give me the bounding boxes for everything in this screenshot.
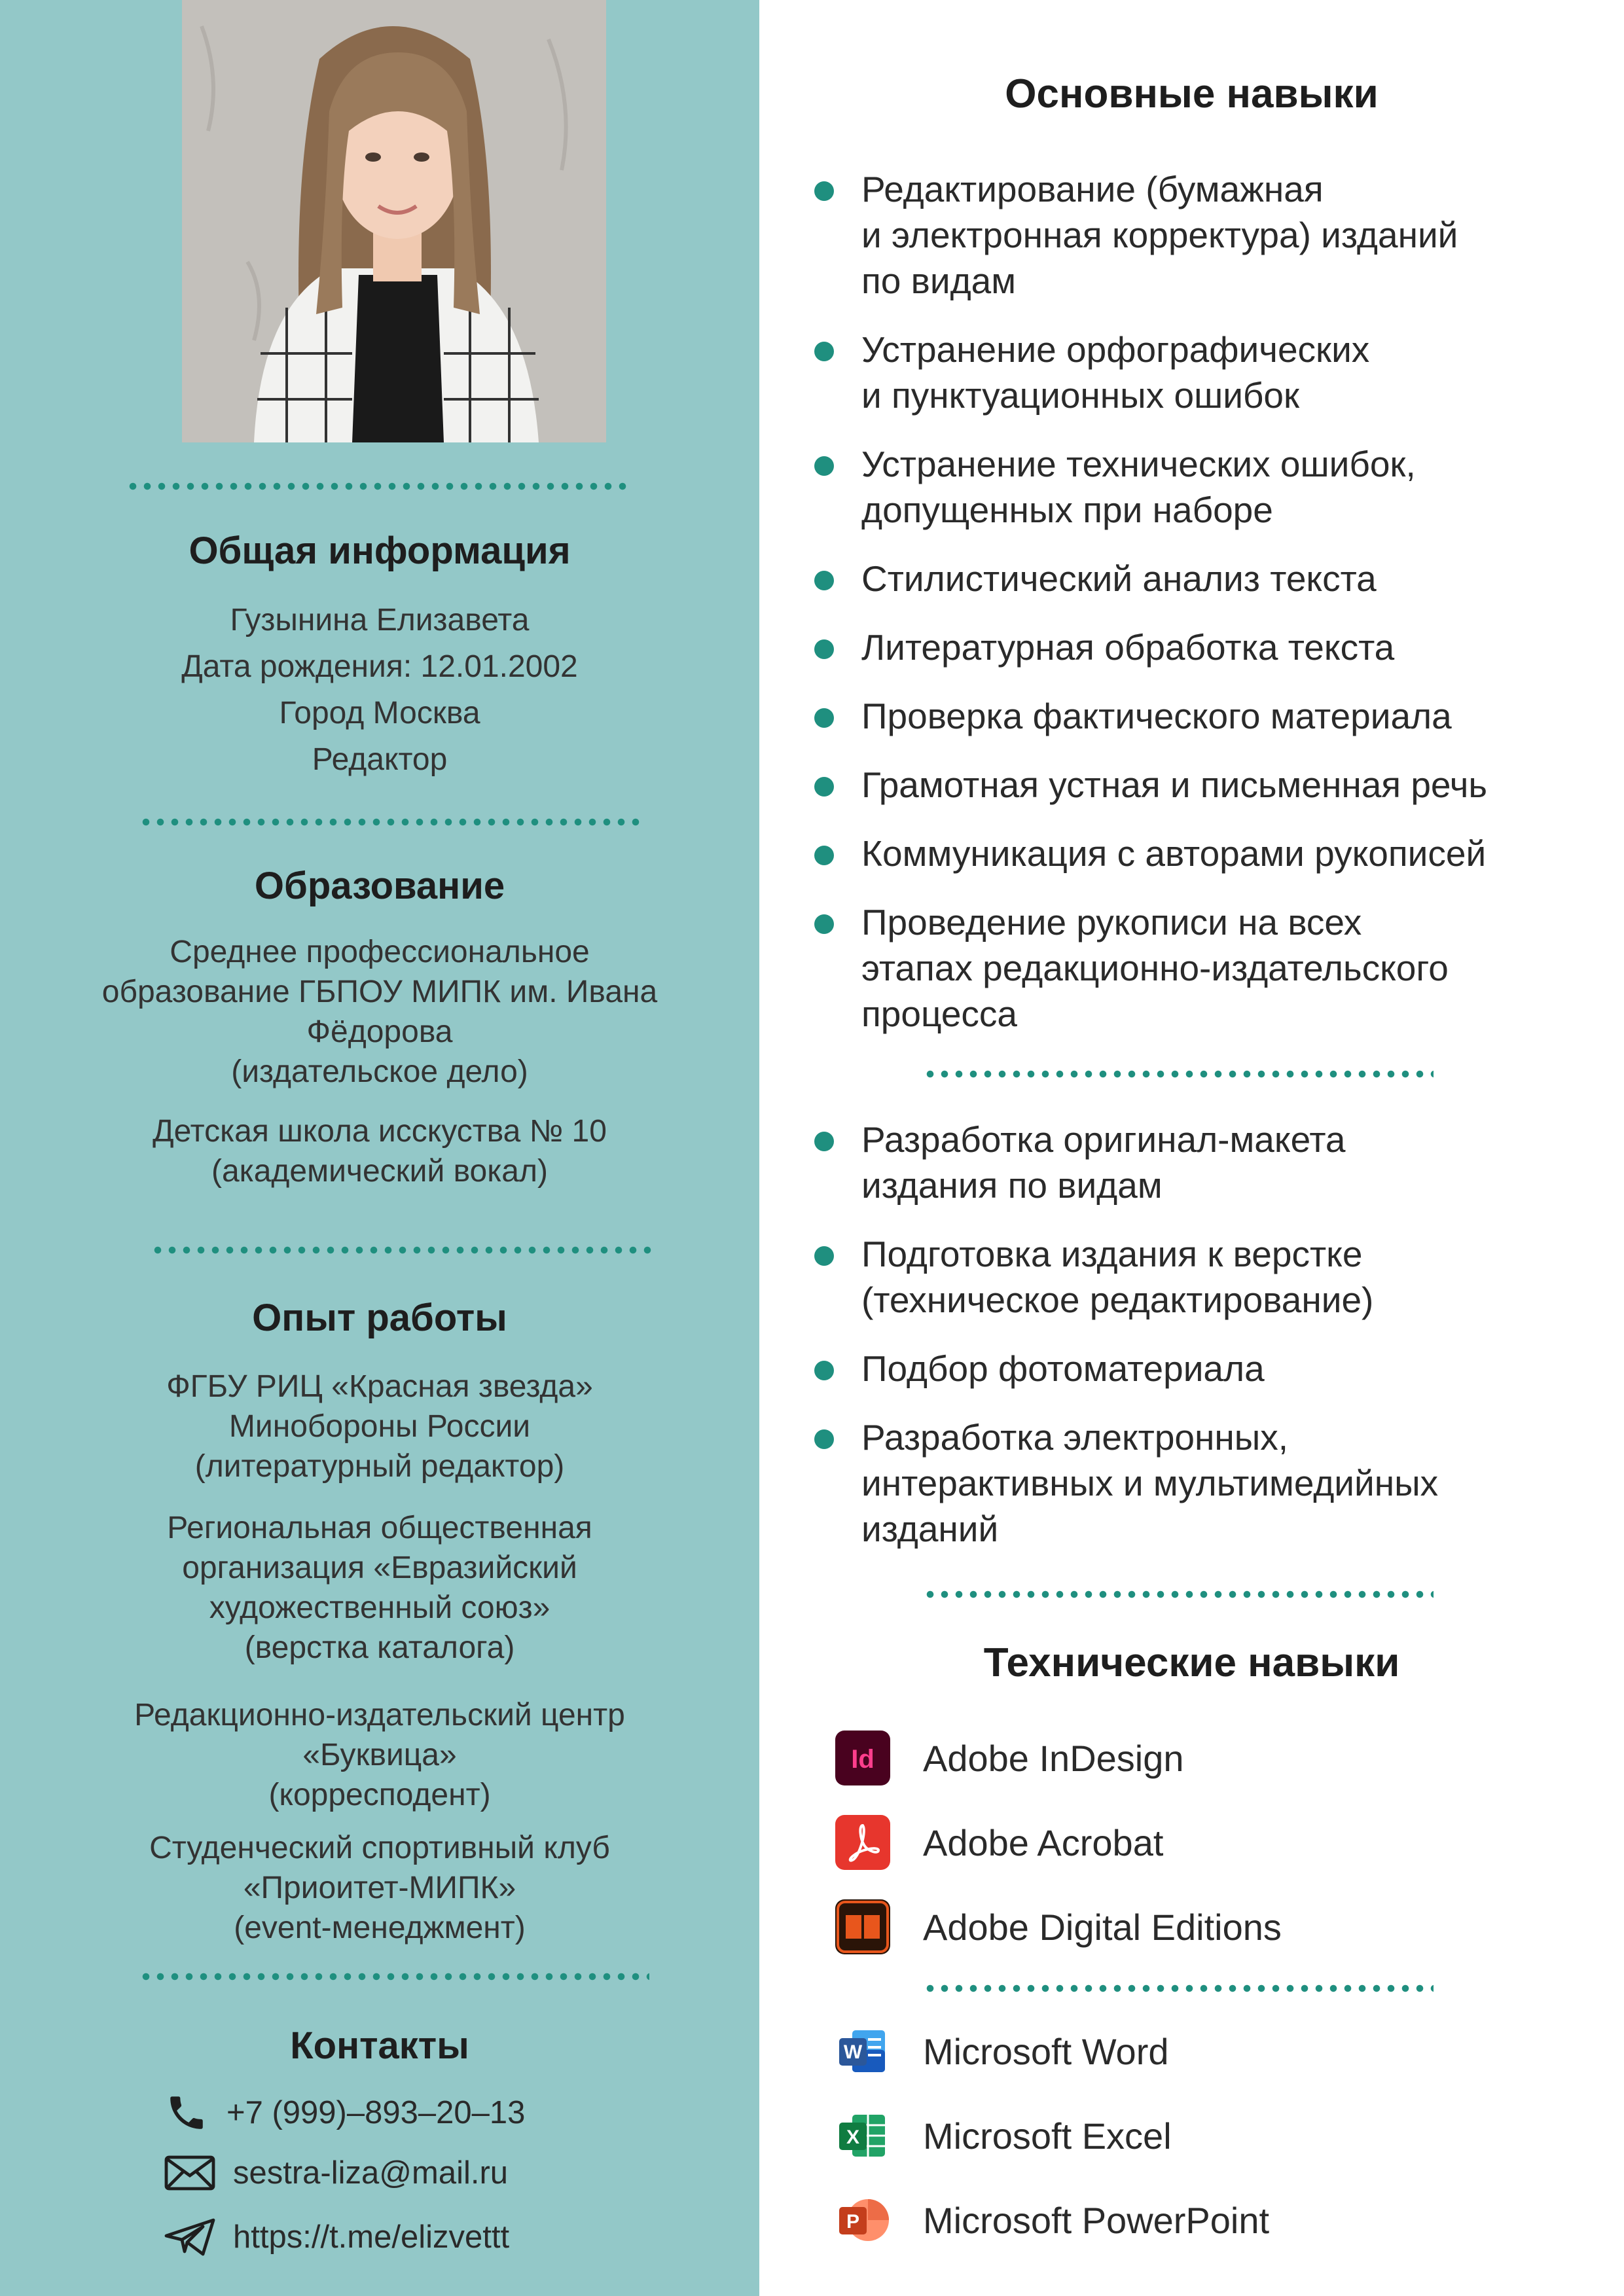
left-column: [0, 0, 759, 2296]
tech-label: Microsoft Word: [923, 2030, 1169, 2072]
tech-label: Adobe Digital Editions: [923, 1906, 1282, 1948]
tech-label: Microsoft Excel: [923, 2115, 1172, 2157]
education-line: (издательское дело): [231, 1054, 528, 1089]
skill-line: и электронная корректура) изданий: [861, 215, 1458, 255]
general-info-title: Общая информация: [189, 529, 571, 572]
skill-line: Проведение рукописи на всех: [861, 902, 1362, 942]
skill-item: [814, 1414, 1600, 1552]
tech-item-indesign: [835, 1731, 1184, 1785]
dotted-divider: [139, 1973, 649, 1981]
experience-line: Студенческий спортивный клуб: [149, 1831, 610, 1865]
skill-line: издания по видам: [861, 1165, 1163, 1206]
skill-line: (техническое редактирование): [861, 1280, 1374, 1320]
layout-skills-list: [814, 1117, 1600, 1552]
dotted-divider: [923, 1070, 1434, 1078]
education-line: (академический вокал): [211, 1154, 548, 1189]
excel-icon-label: X: [846, 2126, 860, 2148]
experience-line: (корресподент): [268, 1778, 491, 1812]
indesign-icon-label: Id: [851, 1745, 875, 1774]
education-line: образование ГБПОУ МИПК им. Ивана: [101, 975, 658, 1009]
experience-line: организация «Евразийский: [182, 1551, 577, 1585]
skill-line: процесса: [861, 994, 1018, 1034]
experience-line: художественный союз»: [209, 1590, 550, 1625]
experience-entry: [26, 1828, 733, 1948]
skill-item: [814, 556, 1600, 601]
skill-item: [814, 693, 1600, 739]
main-skills-title: Основные навыки: [1005, 71, 1379, 117]
education-line: Фёдорова: [306, 1014, 453, 1049]
experience-line: (литературный редактор): [194, 1449, 565, 1484]
indesign-icon: [835, 1731, 890, 1785]
skill-line: Устранение орфографических: [861, 329, 1370, 370]
skill-line: Подготовка издания к верстке: [861, 1234, 1363, 1274]
education-line: Среднее профессиональное: [170, 935, 590, 969]
excel-icon: [835, 2108, 890, 2163]
skill-item: [814, 624, 1600, 670]
skill-item: [814, 441, 1600, 533]
experience-line: Редакционно-издательский центр: [134, 1698, 625, 1732]
tech-item-excel: [835, 2108, 1172, 2163]
skill-item: [814, 831, 1600, 876]
skill-line: допущенных при наборе: [861, 490, 1273, 530]
education-line: Детская школа исскуства № 10: [153, 1114, 607, 1149]
general-info-text: [26, 597, 733, 783]
skill-item: [814, 899, 1600, 1037]
education-entry: [26, 932, 733, 1092]
tech-label: Adobe Acrobat: [923, 1821, 1164, 1863]
experience-title: Опыт работы: [252, 1297, 507, 1339]
dotted-divider: [151, 1246, 655, 1254]
word-icon: [835, 2024, 890, 2079]
main-skills-list: [814, 166, 1600, 1037]
skill-line: Разработка электронных,: [861, 1417, 1289, 1458]
experience-line: «Приоитет-МИПК»: [243, 1871, 516, 1905]
tech-item-digital-editions: [835, 1899, 1282, 1954]
tech-item-word: [835, 2024, 1168, 2079]
skill-item: [814, 1117, 1600, 1208]
experience-line: Минобороны России: [228, 1409, 531, 1444]
skill-line: этапах редакционно-издательского: [861, 948, 1449, 988]
experience-line: (верстка каталога): [244, 1630, 515, 1665]
experience-line: (event-менеджмент): [234, 1910, 526, 1945]
skill-line: Подбор фотоматериала: [861, 1348, 1265, 1389]
skill-item: [814, 166, 1600, 304]
birth-date: Дата рождения: 12.01.2002: [181, 649, 578, 684]
phone-icon: [164, 2091, 209, 2134]
powerpoint-icon: [835, 2193, 890, 2248]
skill-line: изданий: [861, 1509, 999, 1549]
telegram-icon: [164, 2217, 216, 2257]
telegram-link: https://t.me/elizvettt: [233, 2219, 510, 2255]
skill-line: Грамотная устная и письменная речь: [861, 764, 1488, 805]
dotted-divider: [923, 1984, 1434, 1992]
profile-photo: [182, 0, 606, 442]
acrobat-icon: [835, 1815, 890, 1870]
experience-line: «Буквица»: [302, 1738, 457, 1772]
skill-line: Коммуникация с авторами рукописей: [861, 833, 1487, 874]
skill-item: [814, 762, 1600, 808]
skill-line: Устранение технических ошибок,: [861, 444, 1416, 484]
mail-icon: [164, 2155, 216, 2191]
tech-label: Adobe InDesign: [923, 1737, 1184, 1779]
tech-label: Microsoft PowerPoint: [923, 2199, 1270, 2241]
tech-skills-title: Технические навыки: [983, 1640, 1400, 1685]
city: Город Москва: [279, 696, 480, 730]
skill-line: интерактивных и мультимедийных: [861, 1463, 1439, 1503]
skill-line: Редактирование (бумажная: [861, 169, 1324, 209]
experience-line: ФГБУ РИЦ «Красная звезда»: [166, 1369, 593, 1404]
skill-line: и пунктуационных ошибок: [861, 375, 1300, 416]
experience-entry: [26, 1508, 733, 1668]
digital-editions-icon: [835, 1899, 890, 1954]
position: Редактор: [312, 742, 448, 777]
contact-phone[interactable]: [164, 2091, 525, 2134]
word-icon-label: W: [843, 2041, 863, 2063]
powerpoint-icon-label: P: [846, 2211, 860, 2233]
experience-entry: [26, 1367, 733, 1486]
skill-line: Стилистический анализ текста: [861, 558, 1377, 599]
skill-item: [814, 1346, 1600, 1391]
tech-item-acrobat: [835, 1815, 1163, 1870]
skill-item: [814, 1231, 1600, 1323]
full-name: Гузынина Елизавета: [230, 603, 530, 637]
education-entry: [26, 1111, 733, 1191]
tech-item-powerpoint: [835, 2193, 1269, 2248]
skill-line: Проверка фактического материала: [861, 696, 1452, 736]
contacts-title: Контакты: [290, 2024, 469, 2067]
dotted-divider: [126, 482, 630, 490]
email-address: sestra-liza@mail.ru: [233, 2155, 509, 2191]
contact-telegram[interactable]: [164, 2217, 509, 2257]
dotted-divider: [139, 818, 643, 826]
experience-entry: [26, 1695, 733, 1815]
education-title: Образование: [254, 865, 505, 907]
contact-email[interactable]: [164, 2155, 508, 2191]
skill-item: [814, 327, 1600, 418]
experience-line: Региональная общественная: [167, 1511, 592, 1545]
skill-line: Литературная обработка текста: [861, 627, 1395, 668]
skill-line: по видам: [861, 260, 1017, 301]
dotted-divider: [923, 1590, 1434, 1598]
phone-number: +7 (999)–893–20–13: [226, 2095, 526, 2130]
skill-line: Разработка оригинал-макета: [861, 1119, 1346, 1160]
